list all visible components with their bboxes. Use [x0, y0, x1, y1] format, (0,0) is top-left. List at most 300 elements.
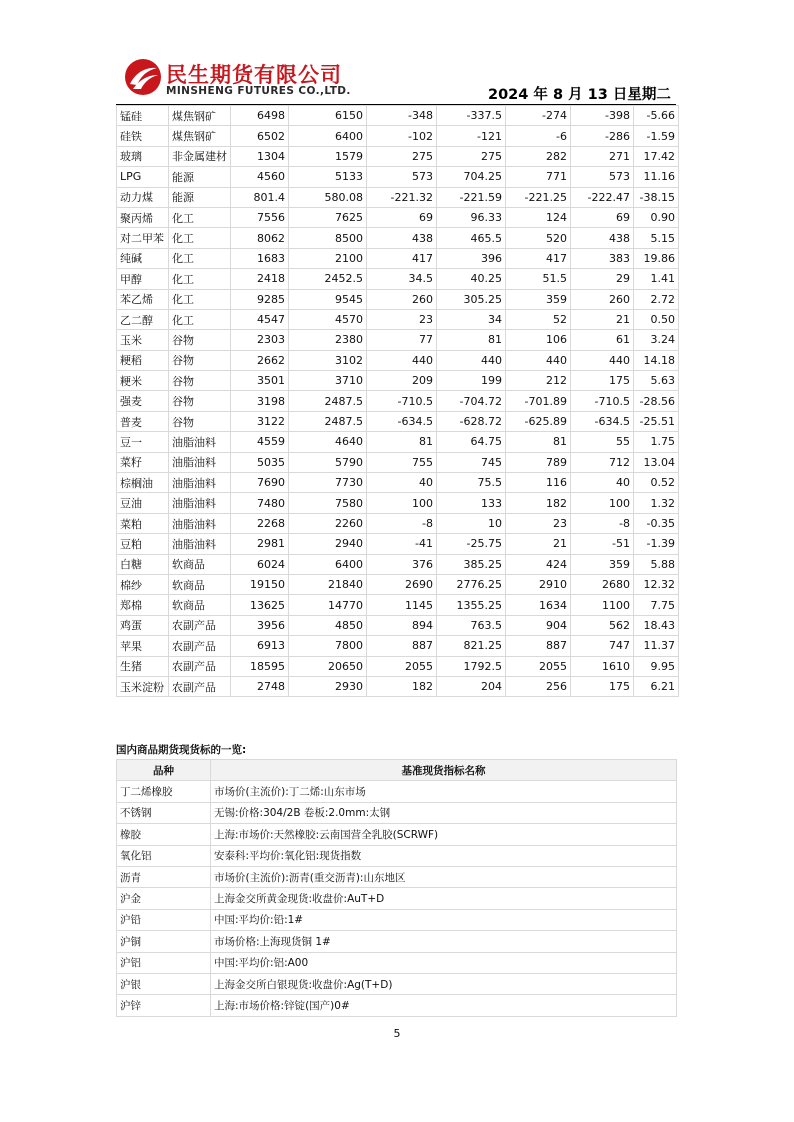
- value-cell: 133: [437, 493, 506, 513]
- commodity-category: 油脂油料: [169, 513, 231, 533]
- commodity-category: 谷物: [169, 330, 231, 350]
- value-cell: 2452.5: [289, 269, 367, 289]
- value-cell: 904: [506, 615, 571, 635]
- benchmark-cell: 上海:市场价:天然橡胶:云南国营全乳胶(SCRWF): [211, 824, 677, 845]
- table-row: [117, 781, 677, 802]
- value-cell: 887: [367, 636, 437, 656]
- value-cell: 417: [367, 248, 437, 268]
- value-cell: 396: [437, 248, 506, 268]
- value-cell: -25.51: [634, 411, 679, 431]
- table-row: [117, 973, 677, 994]
- value-cell: 1634: [506, 595, 571, 615]
- value-cell: 2930: [289, 676, 367, 696]
- commodity-name: 粳米: [117, 371, 169, 391]
- value-cell: 81: [437, 330, 506, 350]
- value-cell: -222.47: [571, 187, 634, 207]
- value-cell: 11.16: [634, 167, 679, 187]
- value-cell: -348: [367, 106, 437, 126]
- value-cell: 359: [571, 554, 634, 574]
- value-cell: 260: [367, 289, 437, 309]
- value-cell: -41: [367, 534, 437, 554]
- value-cell: 212: [506, 371, 571, 391]
- commodity-category: 农副产品: [169, 656, 231, 676]
- value-cell: 2748: [231, 676, 289, 696]
- commodity-name: 玻璃: [117, 146, 169, 166]
- commodity-category: 非金属建材: [169, 146, 231, 166]
- commodity-name: 鸡蛋: [117, 615, 169, 635]
- benchmark-cell: 上海金交所黄金现货:收盘价:AuT+D: [211, 888, 677, 909]
- variety-cell: 沪锌: [117, 995, 211, 1016]
- value-cell: 96.33: [437, 207, 506, 227]
- commodity-name: 强麦: [117, 391, 169, 411]
- commodity-name: 动力煤: [117, 187, 169, 207]
- commodity-category: 煤焦钢矿: [169, 126, 231, 146]
- table-row: [117, 228, 679, 248]
- table-row: [117, 248, 679, 268]
- value-cell: 69: [367, 207, 437, 227]
- variety-cell: 沪金: [117, 888, 211, 909]
- commodity-name: 玉米淀粉: [117, 676, 169, 696]
- value-cell: 11.37: [634, 636, 679, 656]
- value-cell: -286: [571, 126, 634, 146]
- table-row: [117, 371, 679, 391]
- value-cell: 175: [571, 676, 634, 696]
- value-cell: 106: [506, 330, 571, 350]
- value-cell: 21840: [289, 574, 367, 594]
- value-cell: 9285: [231, 289, 289, 309]
- commodity-category: 软商品: [169, 595, 231, 615]
- value-cell: -221.32: [367, 187, 437, 207]
- table-row: [117, 493, 679, 513]
- value-cell: 520: [506, 228, 571, 248]
- value-cell: 573: [367, 167, 437, 187]
- table-row: [117, 952, 677, 973]
- table-row: [117, 534, 679, 554]
- table-row: [117, 595, 679, 615]
- value-cell: 6400: [289, 126, 367, 146]
- table-row: [117, 802, 677, 823]
- value-cell: 6498: [231, 106, 289, 126]
- value-cell: -710.5: [571, 391, 634, 411]
- value-cell: 438: [571, 228, 634, 248]
- value-cell: 2055: [506, 656, 571, 676]
- value-cell: 5.15: [634, 228, 679, 248]
- value-cell: -121: [437, 126, 506, 146]
- variety-cell: 沪铅: [117, 909, 211, 930]
- value-cell: 2690: [367, 574, 437, 594]
- table-row: [117, 866, 677, 887]
- commodity-category: 农副产品: [169, 636, 231, 656]
- value-cell: -701.89: [506, 391, 571, 411]
- value-cell: 275: [437, 146, 506, 166]
- value-cell: 175: [571, 371, 634, 391]
- benchmark-cell: 市场价格:上海现货铜 1#: [211, 931, 677, 952]
- value-cell: 23: [506, 513, 571, 533]
- value-cell: 438: [367, 228, 437, 248]
- table-row: [117, 269, 679, 289]
- value-cell: 1579: [289, 146, 367, 166]
- value-cell: 34.5: [367, 269, 437, 289]
- table-header-row: [117, 760, 677, 781]
- value-cell: 821.25: [437, 636, 506, 656]
- commodity-name: 郑棉: [117, 595, 169, 615]
- value-cell: 6.21: [634, 676, 679, 696]
- value-cell: -634.5: [367, 411, 437, 431]
- value-cell: 5.88: [634, 554, 679, 574]
- value-cell: -221.59: [437, 187, 506, 207]
- commodity-category: 软商品: [169, 574, 231, 594]
- value-cell: 4850: [289, 615, 367, 635]
- value-cell: 359: [506, 289, 571, 309]
- commodity-category: 油脂油料: [169, 432, 231, 452]
- table-row: [117, 207, 679, 227]
- value-cell: 3102: [289, 350, 367, 370]
- value-cell: 2055: [367, 656, 437, 676]
- value-cell: 417: [506, 248, 571, 268]
- commodity-category: 谷物: [169, 391, 231, 411]
- value-cell: 100: [367, 493, 437, 513]
- commodity-category: 谷物: [169, 371, 231, 391]
- value-cell: 704.25: [437, 167, 506, 187]
- table-row: [117, 574, 679, 594]
- value-cell: 2100: [289, 248, 367, 268]
- commodity-name: 聚丙烯: [117, 207, 169, 227]
- commodity-category: 化工: [169, 248, 231, 268]
- commodity-name: 对二甲苯: [117, 228, 169, 248]
- value-cell: 4640: [289, 432, 367, 452]
- value-cell: 3710: [289, 371, 367, 391]
- value-cell: 256: [506, 676, 571, 696]
- value-cell: 14.18: [634, 350, 679, 370]
- commodity-name: 棉纱: [117, 574, 169, 594]
- value-cell: 271: [571, 146, 634, 166]
- value-cell: 0.90: [634, 207, 679, 227]
- value-cell: 440: [571, 350, 634, 370]
- value-cell: 8500: [289, 228, 367, 248]
- table-row: [117, 187, 679, 207]
- value-cell: 5790: [289, 452, 367, 472]
- value-cell: 305.25: [437, 289, 506, 309]
- variety-cell: 沪铝: [117, 952, 211, 973]
- value-cell: 2303: [231, 330, 289, 350]
- value-cell: 61: [571, 330, 634, 350]
- value-cell: 440: [437, 350, 506, 370]
- value-cell: 7480: [231, 493, 289, 513]
- table-row: [117, 615, 679, 635]
- value-cell: -1.59: [634, 126, 679, 146]
- value-cell: -51: [571, 534, 634, 554]
- value-cell: 19150: [231, 574, 289, 594]
- value-cell: 14770: [289, 595, 367, 615]
- value-cell: 209: [367, 371, 437, 391]
- value-cell: 1355.25: [437, 595, 506, 615]
- value-cell: 1.75: [634, 432, 679, 452]
- value-cell: 465.5: [437, 228, 506, 248]
- value-cell: 562: [571, 615, 634, 635]
- commodity-category: 化工: [169, 289, 231, 309]
- commodity-name: 菜籽: [117, 452, 169, 472]
- value-cell: 0.52: [634, 473, 679, 493]
- commodity-name: 豆一: [117, 432, 169, 452]
- commodity-name: LPG: [117, 167, 169, 187]
- variety-cell: 沪铜: [117, 931, 211, 952]
- commodity-name: 白糖: [117, 554, 169, 574]
- value-cell: -628.72: [437, 411, 506, 431]
- value-cell: 7800: [289, 636, 367, 656]
- table-row: [117, 126, 679, 146]
- logo-chinese-name: 民生期货有限公司: [166, 63, 342, 87]
- table-row: [117, 888, 677, 909]
- variety-cell: 橡胶: [117, 824, 211, 845]
- benchmark-cell: 中国:平均价:铅:1#: [211, 909, 677, 930]
- table-row: [117, 995, 677, 1016]
- table-row: [117, 909, 677, 930]
- value-cell: 3501: [231, 371, 289, 391]
- value-cell: 376: [367, 554, 437, 574]
- value-cell: 199: [437, 371, 506, 391]
- benchmark-cell: 市场价(主流价):丁二烯:山东市场: [211, 781, 677, 802]
- value-cell: 9.95: [634, 656, 679, 676]
- commodity-category: 化工: [169, 309, 231, 329]
- benchmark-cell: 安泰科:平均价:氧化铝:现货指数: [211, 845, 677, 866]
- value-cell: 18.43: [634, 615, 679, 635]
- value-cell: -704.72: [437, 391, 506, 411]
- value-cell: 2487.5: [289, 411, 367, 431]
- value-cell: 23: [367, 309, 437, 329]
- commodity-category: 能源: [169, 187, 231, 207]
- commodity-name: 硅铁: [117, 126, 169, 146]
- value-cell: 51.5: [506, 269, 571, 289]
- value-cell: 20650: [289, 656, 367, 676]
- table-row: [117, 845, 677, 866]
- value-cell: 7.75: [634, 595, 679, 615]
- value-cell: 712: [571, 452, 634, 472]
- value-cell: -337.5: [437, 106, 506, 126]
- value-cell: 182: [506, 493, 571, 513]
- table-row: [117, 289, 679, 309]
- value-cell: -625.89: [506, 411, 571, 431]
- variety-cell: 沥青: [117, 866, 211, 887]
- value-cell: -1.39: [634, 534, 679, 554]
- value-cell: 1145: [367, 595, 437, 615]
- header-variety: 品种: [117, 760, 211, 781]
- commodity-category: 油脂油料: [169, 493, 231, 513]
- value-cell: -398: [571, 106, 634, 126]
- value-cell: 6913: [231, 636, 289, 656]
- value-cell: -5.66: [634, 106, 679, 126]
- value-cell: 40: [367, 473, 437, 493]
- table-row: [117, 636, 679, 656]
- value-cell: 204: [437, 676, 506, 696]
- value-cell: 7580: [289, 493, 367, 513]
- commodity-category: 软商品: [169, 554, 231, 574]
- commodity-name: 苹果: [117, 636, 169, 656]
- section-title: 国内商品期货现货标的一览:: [116, 744, 247, 756]
- value-cell: 116: [506, 473, 571, 493]
- value-cell: 2260: [289, 513, 367, 533]
- value-cell: -710.5: [367, 391, 437, 411]
- value-cell: 3.24: [634, 330, 679, 350]
- value-cell: 4559: [231, 432, 289, 452]
- value-cell: -634.5: [571, 411, 634, 431]
- header-benchmark-name: 基准现货指标名称: [211, 760, 677, 781]
- commodity-name: 乙二醇: [117, 309, 169, 329]
- commodity-name: 豆油: [117, 493, 169, 513]
- value-cell: 573: [571, 167, 634, 187]
- commodity-category: 谷物: [169, 350, 231, 370]
- value-cell: 4547: [231, 309, 289, 329]
- value-cell: 1.41: [634, 269, 679, 289]
- value-cell: 260: [571, 289, 634, 309]
- value-cell: 40: [571, 473, 634, 493]
- value-cell: 64.75: [437, 432, 506, 452]
- benchmark-cell: 市场价(主流价):沥青(重交沥青):山东地区: [211, 866, 677, 887]
- value-cell: 6150: [289, 106, 367, 126]
- value-cell: 8062: [231, 228, 289, 248]
- variety-cell: 氧化铝: [117, 845, 211, 866]
- value-cell: 789: [506, 452, 571, 472]
- table-row: [117, 309, 679, 329]
- value-cell: 383: [571, 248, 634, 268]
- value-cell: 17.42: [634, 146, 679, 166]
- commodity-name: 粳稻: [117, 350, 169, 370]
- commodity-category: 农副产品: [169, 615, 231, 635]
- value-cell: 9545: [289, 289, 367, 309]
- value-cell: 763.5: [437, 615, 506, 635]
- value-cell: -25.75: [437, 534, 506, 554]
- logo-english-name: MINSHENG FUTURES CO.,LTD.: [166, 85, 351, 97]
- commodity-category: 油脂油料: [169, 473, 231, 493]
- value-cell: 182: [367, 676, 437, 696]
- commodity-name: 纯碱: [117, 248, 169, 268]
- value-cell: 894: [367, 615, 437, 635]
- value-cell: -6: [506, 126, 571, 146]
- value-cell: 7556: [231, 207, 289, 227]
- commodity-name: 菜粕: [117, 513, 169, 533]
- value-cell: 81: [367, 432, 437, 452]
- commodity-name: 豆粕: [117, 534, 169, 554]
- value-cell: 6502: [231, 126, 289, 146]
- value-cell: 385.25: [437, 554, 506, 574]
- table-row: [117, 146, 679, 166]
- value-cell: 771: [506, 167, 571, 187]
- value-cell: 34: [437, 309, 506, 329]
- value-cell: 1100: [571, 595, 634, 615]
- value-cell: 69: [571, 207, 634, 227]
- value-cell: 18595: [231, 656, 289, 676]
- table-row: [117, 330, 679, 350]
- value-cell: 19.86: [634, 248, 679, 268]
- commodity-category: 油脂油料: [169, 534, 231, 554]
- value-cell: 440: [506, 350, 571, 370]
- value-cell: 2268: [231, 513, 289, 533]
- value-cell: 7690: [231, 473, 289, 493]
- value-cell: 4570: [289, 309, 367, 329]
- value-cell: 2380: [289, 330, 367, 350]
- page-number: 5: [393, 1027, 401, 1040]
- value-cell: 2776.25: [437, 574, 506, 594]
- value-cell: 13625: [231, 595, 289, 615]
- value-cell: 124: [506, 207, 571, 227]
- value-cell: 55: [571, 432, 634, 452]
- value-cell: 21: [506, 534, 571, 554]
- value-cell: -28.56: [634, 391, 679, 411]
- value-cell: 1792.5: [437, 656, 506, 676]
- benchmark-cell: 上海金交所白银现货:收盘价:Ag(T+D): [211, 973, 677, 994]
- value-cell: 3198: [231, 391, 289, 411]
- value-cell: 801.4: [231, 187, 289, 207]
- value-cell: 40.25: [437, 269, 506, 289]
- commodity-name: 甲醇: [117, 269, 169, 289]
- benchmark-cell: 上海:市场价格:锌锭(国产)0#: [211, 995, 677, 1016]
- value-cell: 3956: [231, 615, 289, 635]
- table-row: [117, 676, 679, 696]
- value-cell: 1610: [571, 656, 634, 676]
- commodity-name: 苯乙烯: [117, 289, 169, 309]
- value-cell: 282: [506, 146, 571, 166]
- commodity-category: 能源: [169, 167, 231, 187]
- benchmark-cell: 中国:平均价:铝:A00: [211, 952, 677, 973]
- value-cell: 275: [367, 146, 437, 166]
- variety-cell: 沪银: [117, 973, 211, 994]
- table-row: [117, 931, 677, 952]
- value-cell: 7625: [289, 207, 367, 227]
- commodity-category: 化工: [169, 207, 231, 227]
- table-row: [117, 167, 679, 187]
- value-cell: 1.32: [634, 493, 679, 513]
- value-cell: 52: [506, 309, 571, 329]
- value-cell: 2487.5: [289, 391, 367, 411]
- spot-basis-table: [116, 105, 679, 697]
- value-cell: 21: [571, 309, 634, 329]
- spot-benchmark-table: [116, 759, 677, 1017]
- value-cell: 5133: [289, 167, 367, 187]
- value-cell: -274: [506, 106, 571, 126]
- table-row: [117, 656, 679, 676]
- value-cell: -8: [571, 513, 634, 533]
- table-row: [117, 391, 679, 411]
- commodity-name: 锰硅: [117, 106, 169, 126]
- value-cell: 2910: [506, 574, 571, 594]
- value-cell: -8: [367, 513, 437, 533]
- value-cell: 100: [571, 493, 634, 513]
- logo-swoosh-icon: [124, 58, 162, 96]
- value-cell: 755: [367, 452, 437, 472]
- variety-cell: 丁二烯橡胶: [117, 781, 211, 802]
- commodity-name: 普麦: [117, 411, 169, 431]
- commodity-category: 化工: [169, 269, 231, 289]
- company-logo: [124, 58, 364, 98]
- table-row: [117, 554, 679, 574]
- value-cell: 0.50: [634, 309, 679, 329]
- value-cell: -221.25: [506, 187, 571, 207]
- value-cell: 887: [506, 636, 571, 656]
- value-cell: 77: [367, 330, 437, 350]
- value-cell: 2940: [289, 534, 367, 554]
- table-row: [117, 513, 679, 533]
- value-cell: 2981: [231, 534, 289, 554]
- table-row: [117, 452, 679, 472]
- value-cell: 424: [506, 554, 571, 574]
- table-row: [117, 473, 679, 493]
- value-cell: 2.72: [634, 289, 679, 309]
- value-cell: 1683: [231, 248, 289, 268]
- benchmark-cell: 无锡:价格:304/2B 卷板:2.0mm:太钢: [211, 802, 677, 823]
- commodity-category: 谷物: [169, 411, 231, 431]
- value-cell: 12.32: [634, 574, 679, 594]
- commodity-name: 玉米: [117, 330, 169, 350]
- commodity-name: 棕榈油: [117, 473, 169, 493]
